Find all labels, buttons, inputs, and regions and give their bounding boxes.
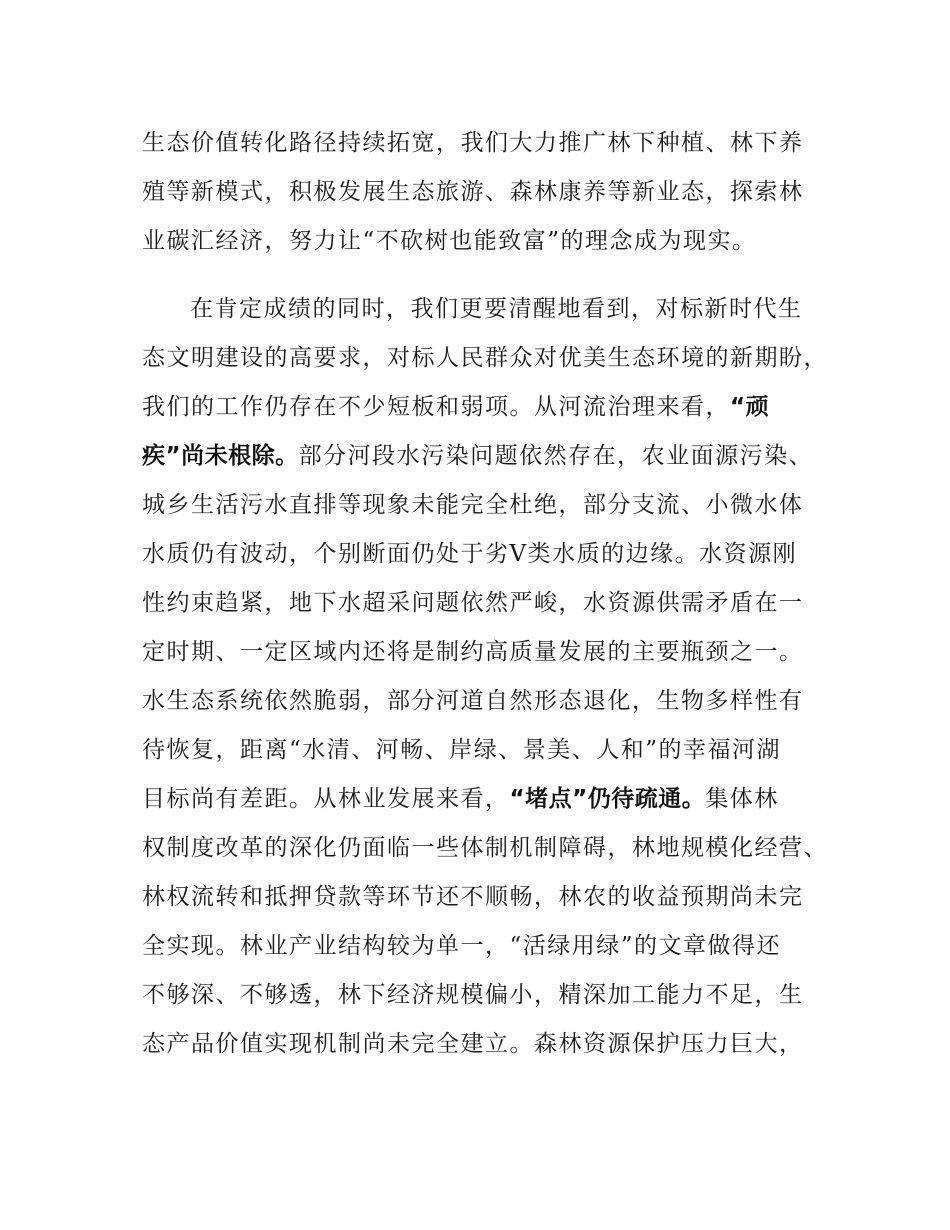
line-text: 我们的工作仍存在不少短板和弱项。从河流治理来看， — [142, 394, 730, 420]
line-text: 定时期、一定区域内还将是制约高质量发展的主要瓶颈之一。 — [142, 639, 804, 665]
bold-heading-text: “堵点”仍待疏通。 — [509, 786, 706, 812]
paragraph-line — [0, 873, 950, 922]
line-text: 水生态系统依然脆弱，部分河道自然形态退化，生物多样性有 — [142, 688, 804, 714]
line-text: 态产品价值实现机制尚未完全建立。森林资源保护压力巨大， — [142, 1031, 804, 1057]
paragraph-line — [0, 383, 950, 432]
line-text: 权制度改革的深化仍面临一些体制机制障碍，林地规模化经营、 — [142, 835, 828, 861]
line-text: 目标尚有差距。从林业发展来看， — [142, 786, 510, 812]
line-text: 集体林 — [705, 786, 779, 812]
line-text: 部分河段水污染问题依然存在，农业面源污染、 — [298, 443, 814, 469]
paragraph-line — [0, 726, 950, 775]
line-text: 城乡生活污水直排等现象未能完全杜绝，部分支流、小微水体 — [142, 492, 804, 518]
line-text: 不够深、不够透，林下经济规模偏小，精深加工能力不足，生 — [142, 982, 804, 1008]
paragraph-line — [0, 217, 950, 266]
line-text: 业碳汇经济，努力让“不砍树也能致富”的理念成为现实。 — [142, 228, 757, 254]
paragraph-line — [0, 334, 950, 383]
paragraph-line — [0, 775, 950, 824]
bold-heading-text: 疾”尚未根除。 — [142, 443, 299, 469]
line-text: 殖等新模式，积极发展生态旅游、森林康养等新业态，探索林 — [142, 179, 804, 205]
paragraph-line — [0, 168, 950, 217]
paragraph-line — [0, 432, 950, 481]
line-text: 生态价值转化路径持续拓宽，我们大力推广林下种植、林下养 — [142, 130, 804, 156]
line-text: 态文明建设的高要求，对标人民群众对优美生态环境的新期盼， — [142, 345, 828, 371]
paragraph-line — [0, 824, 950, 873]
paragraph-line — [0, 971, 950, 1020]
paragraph-line — [0, 922, 950, 971]
paragraph-line — [0, 481, 950, 530]
line-text: 水质仍有波动，个别断面仍处于劣Ⅴ类水质的边缘。水资源刚 — [142, 541, 798, 567]
line-text: 待恢复，距离“水清、河畅、岸绿、景美、人和”的幸福河湖 — [142, 737, 782, 763]
paragraph-line — [0, 628, 950, 677]
paragraph-line — [0, 285, 950, 334]
paragraph-line — [0, 579, 950, 628]
paragraph-line — [0, 677, 950, 726]
line-text: 在肯定成绩的同时，我们更要清醒地看到，对标新时代生 — [190, 296, 803, 322]
paragraph-line — [0, 119, 950, 168]
line-text: 全实现。林业产业结构较为单一，“活绿用绿”的文章做得还 — [142, 933, 782, 959]
paragraph-line — [0, 1020, 950, 1069]
line-text: 性约束趋紧，地下水超采问题依然严峻，水资源供需矛盾在一 — [142, 590, 804, 616]
paragraph-line — [0, 530, 950, 579]
bold-heading-text: “顽 — [730, 394, 770, 420]
line-text: 林权流转和抵押贷款等环节还不顺畅，林农的收益预期尚未完 — [142, 884, 804, 910]
